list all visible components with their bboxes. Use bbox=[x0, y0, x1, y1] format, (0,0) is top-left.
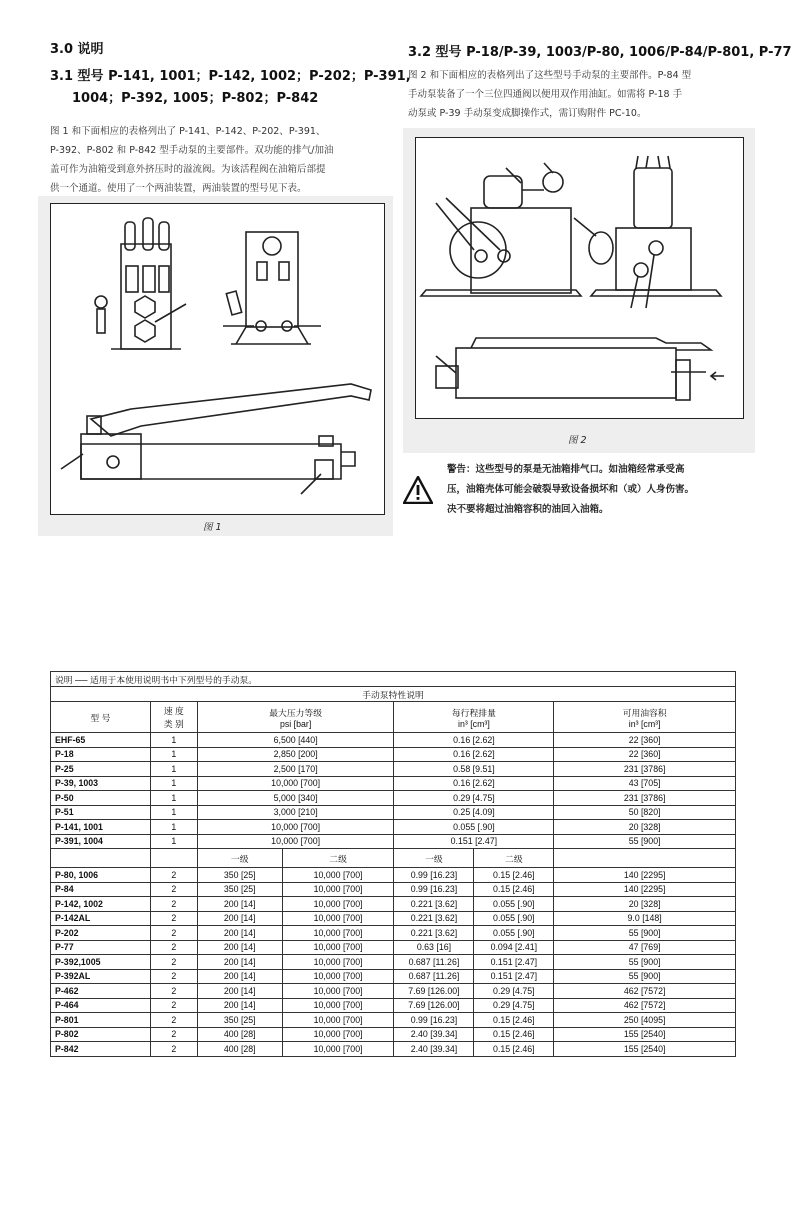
cell-pressure-stage1: 400 [28] bbox=[197, 1042, 282, 1057]
table-row bbox=[51, 984, 736, 999]
cell-speed: 2 bbox=[150, 868, 197, 883]
cell-pressure-stage2: 10,000 [700] bbox=[282, 1042, 394, 1057]
section-3-1-line1: 3.1 型号 P-141, 1001；P-142, 1002；P-202；P-391, bbox=[50, 69, 411, 84]
cell-model: P-391, 1004 bbox=[51, 834, 151, 849]
cell-pressure: 2,850 [200] bbox=[197, 747, 394, 762]
cell-oil-capacity: 20 [328] bbox=[554, 897, 736, 912]
cell-displacement-stage2: 0.15 [2.46] bbox=[474, 1042, 554, 1057]
table-row bbox=[51, 747, 736, 762]
table-row bbox=[51, 969, 736, 984]
stage-label-row bbox=[51, 849, 736, 868]
cell-pressure-stage2: 10,000 [700] bbox=[282, 998, 394, 1013]
cell-pressure-stage1: 200 [14] bbox=[197, 984, 282, 999]
cell-pressure-stage1: 350 [25] bbox=[197, 868, 282, 883]
cell-displacement-stage1: 0.221 [3.62] bbox=[394, 911, 474, 926]
cell-pressure-stage1: 200 [14] bbox=[197, 926, 282, 941]
cell-oil-capacity: 462 [7572] bbox=[554, 984, 736, 999]
cell-speed: 1 bbox=[150, 762, 197, 777]
cell-speed: 2 bbox=[150, 1042, 197, 1057]
cell-displacement-stage2: 0.15 [2.46] bbox=[474, 868, 554, 883]
cell-model: EHF-65 bbox=[51, 733, 151, 748]
cell-model: P-84 bbox=[51, 882, 151, 897]
cell-displacement-stage2: 0.094 [2.41] bbox=[474, 940, 554, 955]
stage-label: 一级 bbox=[394, 849, 474, 868]
cell-speed: 2 bbox=[150, 911, 197, 926]
cell-oil-capacity: 462 [7572] bbox=[554, 998, 736, 1013]
cell-model: P-464 bbox=[51, 998, 151, 1013]
section-title: 3.0 说明 bbox=[50, 42, 104, 57]
cell-displacement: 0.16 [2.62] bbox=[394, 747, 554, 762]
table-row bbox=[51, 868, 736, 883]
cell-displacement: 0.16 [2.62] bbox=[394, 733, 554, 748]
cell-pressure: 2,500 [170] bbox=[197, 762, 394, 777]
cell-displacement: 0.58 [9.51] bbox=[394, 762, 554, 777]
para-line: P-392、P-802 和 P-842 型手动泵的主要部件。双功能的排气/加油 bbox=[50, 145, 334, 156]
table-row bbox=[51, 791, 736, 806]
cell-oil-capacity: 140 [2295] bbox=[554, 882, 736, 897]
table-row bbox=[51, 1042, 736, 1057]
warning-line: 压，油箱壳体可能会破裂导致设备损坏和（或）人身伤害。 bbox=[447, 484, 695, 495]
cell-speed: 1 bbox=[150, 733, 197, 748]
cell-pressure-stage1: 200 [14] bbox=[197, 940, 282, 955]
cell-displacement-stage1: 0.687 [11.26] bbox=[394, 969, 474, 984]
cell-pressure-stage2: 10,000 [700] bbox=[282, 969, 394, 984]
cell-displacement-stage2: 0.15 [2.46] bbox=[474, 1013, 554, 1028]
cell-speed: 1 bbox=[150, 820, 197, 835]
para-line: 手动泵装备了一个三位四通阀以便用双作用油缸。如需将 P-18 手 bbox=[408, 89, 683, 100]
warning-box bbox=[403, 460, 753, 522]
table-row bbox=[51, 926, 736, 941]
warning-line: 警告：这些型号的泵是无油箱排气口。如油箱经常承受高 bbox=[447, 464, 685, 475]
cell-pressure-stage2: 10,000 [700] bbox=[282, 984, 394, 999]
cell-oil-capacity: 55 [900] bbox=[554, 955, 736, 970]
para-line: 供一个通道。使用了一个两油装置，两油装置的型号见下表。 bbox=[50, 183, 307, 194]
cell-pressure-stage2: 10,000 [700] bbox=[282, 1027, 394, 1042]
table-row bbox=[51, 733, 736, 748]
cell-model: P-202 bbox=[51, 926, 151, 941]
cell-displacement-stage2: 0.29 [4.75] bbox=[474, 998, 554, 1013]
cell-displacement-stage1: 0.99 [16.23] bbox=[394, 882, 474, 897]
cell-oil-capacity: 250 [4095] bbox=[554, 1013, 736, 1028]
cell-model: P-462 bbox=[51, 984, 151, 999]
cell-speed: 2 bbox=[150, 926, 197, 941]
cell-displacement-stage1: 2.40 [39.34] bbox=[394, 1027, 474, 1042]
table-row bbox=[51, 940, 736, 955]
table-row bbox=[51, 882, 736, 897]
section-3-1-line2: 1004；P-392, 1005；P-802；P-842 bbox=[72, 91, 319, 106]
cell-model: P-802 bbox=[51, 1027, 151, 1042]
cell-displacement-stage2: 0.29 [4.75] bbox=[474, 984, 554, 999]
cell-pressure-stage2: 10,000 [700] bbox=[282, 940, 394, 955]
cell-model: P-80, 1006 bbox=[51, 868, 151, 883]
cell-pressure-stage1: 200 [14] bbox=[197, 998, 282, 1013]
cell-displacement-stage2: 0.055 [.90] bbox=[474, 897, 554, 912]
warning-line: 决不要将超过油箱容积的油回入油箱。 bbox=[447, 504, 609, 515]
cell-speed: 1 bbox=[150, 776, 197, 791]
cell-displacement-stage1: 0.63 [16] bbox=[394, 940, 474, 955]
cell-oil-capacity: 22 [360] bbox=[554, 747, 736, 762]
cell-pressure-stage2: 10,000 [700] bbox=[282, 926, 394, 941]
cell-displacement-stage1: 2.40 [39.34] bbox=[394, 1042, 474, 1057]
cell-oil-capacity: 55 [900] bbox=[554, 926, 736, 941]
section-3-1-paragraph bbox=[50, 122, 395, 198]
cell-model: P-77 bbox=[51, 940, 151, 955]
cell-pressure-stage2: 10,000 [700] bbox=[282, 1013, 394, 1028]
cell-displacement: 0.29 [4.75] bbox=[394, 791, 554, 806]
header-model: 型 号 bbox=[51, 702, 151, 733]
warning-triangle-icon bbox=[403, 476, 433, 504]
cell-pressure-stage1: 200 [14] bbox=[197, 897, 282, 912]
cell-pressure-stage2: 10,000 [700] bbox=[282, 897, 394, 912]
cell-oil-capacity: 43 [705] bbox=[554, 776, 736, 791]
cell-oil-capacity: 9.0 [148] bbox=[554, 911, 736, 926]
cell-speed: 2 bbox=[150, 1027, 197, 1042]
para-line: 图 2 和下面相应的表格列出了这些型号手动泵的主要部件。P-84 型 bbox=[408, 70, 692, 81]
header-displacement: 每行程排量 in³ [cm³] bbox=[394, 702, 554, 733]
cell-oil-capacity: 55 [900] bbox=[554, 834, 736, 849]
para-line: 盖可作为油箱受到意外挤压时的溢流阀。为该活程阀在油箱后部提 bbox=[50, 164, 326, 175]
cell-speed: 1 bbox=[150, 834, 197, 849]
stage-label: 一级 bbox=[197, 849, 282, 868]
cell-displacement: 0.25 [4.09] bbox=[394, 805, 554, 820]
figure-1 bbox=[50, 203, 385, 515]
cell-speed: 2 bbox=[150, 1013, 197, 1028]
cell-oil-capacity: 140 [2295] bbox=[554, 868, 736, 883]
section-3-2-heading: 3.2 型号 P-18/P-39, 1003/P-80, 1006/P-84/P-801, P-77 bbox=[408, 45, 792, 60]
cell-pressure: 10,000 [700] bbox=[197, 776, 394, 791]
cell-pressure-stage2: 10,000 [700] bbox=[282, 882, 394, 897]
figure-2 bbox=[415, 137, 744, 419]
cell-model: P-25 bbox=[51, 762, 151, 777]
cell-displacement: 0.055 [.90] bbox=[394, 820, 554, 835]
cell-displacement-stage2: 0.055 [.90] bbox=[474, 926, 554, 941]
table-row bbox=[51, 998, 736, 1013]
cell-displacement-stage1: 7.69 [126.00] bbox=[394, 984, 474, 999]
pump-diagram-1 bbox=[51, 204, 384, 514]
cell-model: P-141, 1001 bbox=[51, 820, 151, 835]
pump-diagram-2 bbox=[416, 138, 743, 418]
cell-displacement-stage1: 0.687 [11.26] bbox=[394, 955, 474, 970]
cell-speed: 2 bbox=[150, 998, 197, 1013]
cell-pressure: 10,000 [700] bbox=[197, 834, 394, 849]
cell-pressure-stage1: 350 [25] bbox=[197, 882, 282, 897]
cell-pressure: 3,000 [210] bbox=[197, 805, 394, 820]
cell-displacement-stage1: 0.221 [3.62] bbox=[394, 926, 474, 941]
warning-text bbox=[447, 460, 753, 520]
cell-speed: 2 bbox=[150, 940, 197, 955]
table-row bbox=[51, 955, 736, 970]
cell-speed: 1 bbox=[150, 805, 197, 820]
table-row bbox=[51, 805, 736, 820]
header-speed: 速 度 类 别 bbox=[150, 702, 197, 733]
cell-displacement-stage1: 7.69 [126.00] bbox=[394, 998, 474, 1013]
cell-oil-capacity: 22 [360] bbox=[554, 733, 736, 748]
cell-model: P-142, 1002 bbox=[51, 897, 151, 912]
figure-1-caption: 图 1 bbox=[203, 522, 222, 533]
cell-displacement-stage2: 0.055 [.90] bbox=[474, 911, 554, 926]
cell-pressure-stage1: 200 [14] bbox=[197, 911, 282, 926]
cell-pressure: 10,000 [700] bbox=[197, 820, 394, 835]
cell-pressure-stage1: 350 [25] bbox=[197, 1013, 282, 1028]
cell-model: P-392,1005 bbox=[51, 955, 151, 970]
cell-speed: 2 bbox=[150, 882, 197, 897]
cell-model: P-142AL bbox=[51, 911, 151, 926]
cell-speed: 2 bbox=[150, 955, 197, 970]
header-oil-capacity: 可用油容积 in³ [cm³] bbox=[554, 702, 736, 733]
cell-oil-capacity: 55 [900] bbox=[554, 969, 736, 984]
table-row bbox=[51, 1013, 736, 1028]
cell-model: P-18 bbox=[51, 747, 151, 762]
cell-pressure: 6,500 [440] bbox=[197, 733, 394, 748]
cell-displacement-stage2: 0.15 [2.46] bbox=[474, 882, 554, 897]
stage-label: 二级 bbox=[474, 849, 554, 868]
table-row bbox=[51, 820, 736, 835]
cell-speed: 1 bbox=[150, 747, 197, 762]
cell-pressure-stage1: 200 [14] bbox=[197, 969, 282, 984]
cell-oil-capacity: 231 [3786] bbox=[554, 762, 736, 777]
cell-displacement-stage1: 0.221 [3.62] bbox=[394, 897, 474, 912]
table-row bbox=[51, 762, 736, 777]
cell-pressure-stage1: 400 [28] bbox=[197, 1027, 282, 1042]
section-3-2-paragraph bbox=[408, 66, 758, 123]
cell-speed: 2 bbox=[150, 897, 197, 912]
cell-model: P-392AL bbox=[51, 969, 151, 984]
cell-pressure-stage2: 10,000 [700] bbox=[282, 911, 394, 926]
cell-oil-capacity: 155 [2540] bbox=[554, 1027, 736, 1042]
cell-speed: 2 bbox=[150, 969, 197, 984]
cell-model: P-50 bbox=[51, 791, 151, 806]
cell-oil-capacity: 155 [2540] bbox=[554, 1042, 736, 1057]
table-row bbox=[51, 776, 736, 791]
cell-pressure-stage2: 10,000 [700] bbox=[282, 955, 394, 970]
cell-model: P-39, 1003 bbox=[51, 776, 151, 791]
cell-oil-capacity: 20 [328] bbox=[554, 820, 736, 835]
cell-displacement-stage2: 0.151 [2.47] bbox=[474, 955, 554, 970]
cell-oil-capacity: 231 [3786] bbox=[554, 791, 736, 806]
table-row bbox=[51, 911, 736, 926]
cell-oil-capacity: 47 [769] bbox=[554, 940, 736, 955]
cell-speed: 2 bbox=[150, 984, 197, 999]
table-title: 手动泵特性说明 bbox=[51, 687, 736, 702]
cell-model: P-51 bbox=[51, 805, 151, 820]
section-3-1-heading bbox=[50, 66, 411, 110]
header-pressure: 最大压力等级 psi [bar] bbox=[197, 702, 394, 733]
cell-displacement: 0.16 [2.62] bbox=[394, 776, 554, 791]
cell-displacement-stage1: 0.99 [16.23] bbox=[394, 868, 474, 883]
table-row bbox=[51, 1027, 736, 1042]
cell-displacement-stage2: 0.15 [2.46] bbox=[474, 1027, 554, 1042]
cell-model: P-842 bbox=[51, 1042, 151, 1057]
para-line: 动泵或 P-39 手动泵变成脚操作式，需订购附件 PC-10。 bbox=[408, 108, 647, 119]
table-header-row bbox=[51, 702, 736, 733]
cell-displacement-stage1: 0.99 [16.23] bbox=[394, 1013, 474, 1028]
stage-label: 二级 bbox=[282, 849, 394, 868]
cell-oil-capacity: 50 [820] bbox=[554, 805, 736, 820]
table-row bbox=[51, 897, 736, 912]
cell-pressure-stage1: 200 [14] bbox=[197, 955, 282, 970]
cell-displacement: 0.151 [2.47] bbox=[394, 834, 554, 849]
cell-pressure: 5,000 [340] bbox=[197, 791, 394, 806]
figure-2-caption: 图 2 bbox=[568, 435, 587, 446]
pump-spec-table bbox=[50, 671, 736, 1057]
cell-displacement-stage2: 0.151 [2.47] bbox=[474, 969, 554, 984]
cell-model: P-801 bbox=[51, 1013, 151, 1028]
para-line: 图 1 和下面相应的表格列出了 P-141、P-142、P-202、P-391、 bbox=[50, 126, 326, 137]
cell-speed: 1 bbox=[150, 791, 197, 806]
table-row bbox=[51, 834, 736, 849]
cell-pressure-stage2: 10,000 [700] bbox=[282, 868, 394, 883]
table-note: 说明 ── 适用于本使用说明书中下列型号的手动泵。 bbox=[51, 672, 736, 687]
